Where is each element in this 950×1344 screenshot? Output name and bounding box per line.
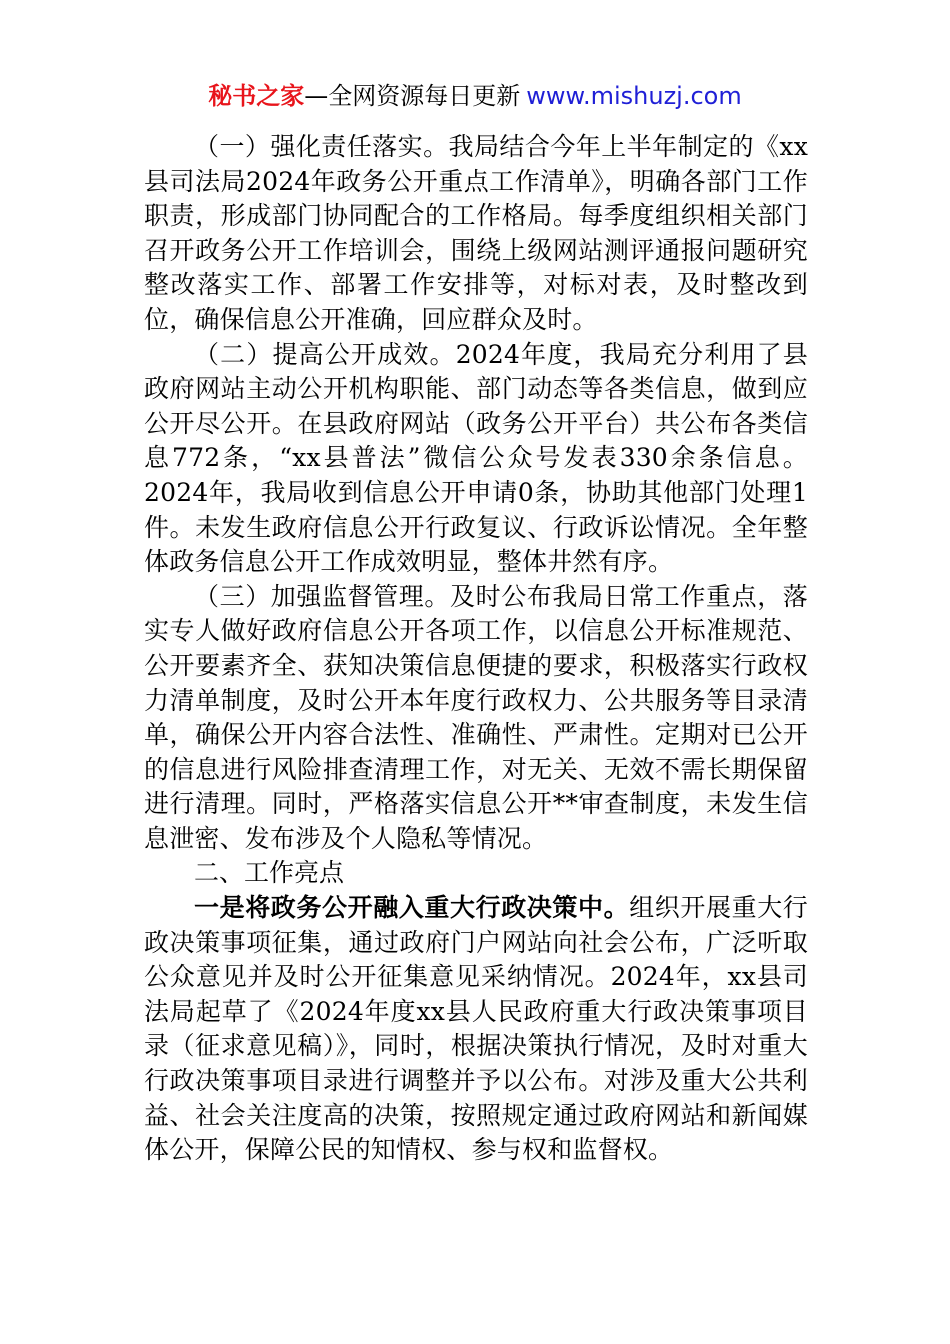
document-body: [144, 130, 808, 1168]
paragraph-supervision: （三）加强监督管理。及时公布我局日常工作重点，落实专人做好政府信息公开各项工作，以信息公开标准规范、公开要素齐全、获知决策信息便捷的要求，积极落实行政权力清单制度，及时公开本年度行政权力、公共服务等目录清单，确保公开内容合法性、准确性、严肃性。定期对已公开的信息进行风险排查清理工作，对无关、无效不需长期保留进行清理。同时，严格落实信息公开**审查制度，未发生信息泄密、发布涉及个人隐私等情况。: [144, 581, 808, 853]
paragraph-effectiveness: （二）提高公开成效。2024年度，我局充分利用了县政府网站主动公开机构职能、部门动态等各类信息，做到应公开尽公开。在县政府网站（政务公开平台）共公布各类信息772条，“xx县普法”微信公众号发表330余条信息。2024年，我局收到信息公开申请0条，协助其他部门处理1件。未发生政府信息公开行政复议、行政诉讼情况。全年整体政务信息公开工作成效明显，整体井然有序。: [144, 339, 808, 577]
site-url-link[interactable]: www.mishuzj.com: [526, 82, 742, 110]
section-heading-highlights: 二、工作亮点: [194, 858, 345, 888]
paragraph-decision-making: [144, 891, 808, 1168]
site-header: [0, 78, 950, 114]
paragraph-lead-bold: 一是将政务公开融入重大行政决策中。: [194, 893, 630, 923]
paragraph-body-text: 组织开展重大行政决策事项征集，通过政府门户网站向社会公布，广泛听取公众意见并及时公开征集意见采纳情况。2024年，xx县司法局起草了《2024年度xx县人民政府重大行政决策事项目录（征求意见稿）》，同时，根据决策执行情况，及时对重大行政决策事项目录进行调整并予以公布。对涉及重大公共利益、社会关注度高的决策，按照规定通过政府网站和新闻媒体公开，保障公民的知情权、参与权和监督权。: [144, 893, 809, 1165]
paragraph-responsibility: （一）强化责任落实。我局结合今年上半年制定的《xx县司法局2024年政务公开重点工作清单》，明确各部门工作职责，形成部门协同配合的工作格局。每季度组织相关部门召开政务公开工作培训会，围绕上级网站测评通报问题研究整改落实工作、部署工作安排等，对标对表，及时整改到位，确保信息公开准确，回应群众及时。: [144, 132, 808, 334]
site-tagline: —全网资源每日更新: [304, 82, 521, 110]
site-brand: 秘书之家: [208, 82, 305, 110]
